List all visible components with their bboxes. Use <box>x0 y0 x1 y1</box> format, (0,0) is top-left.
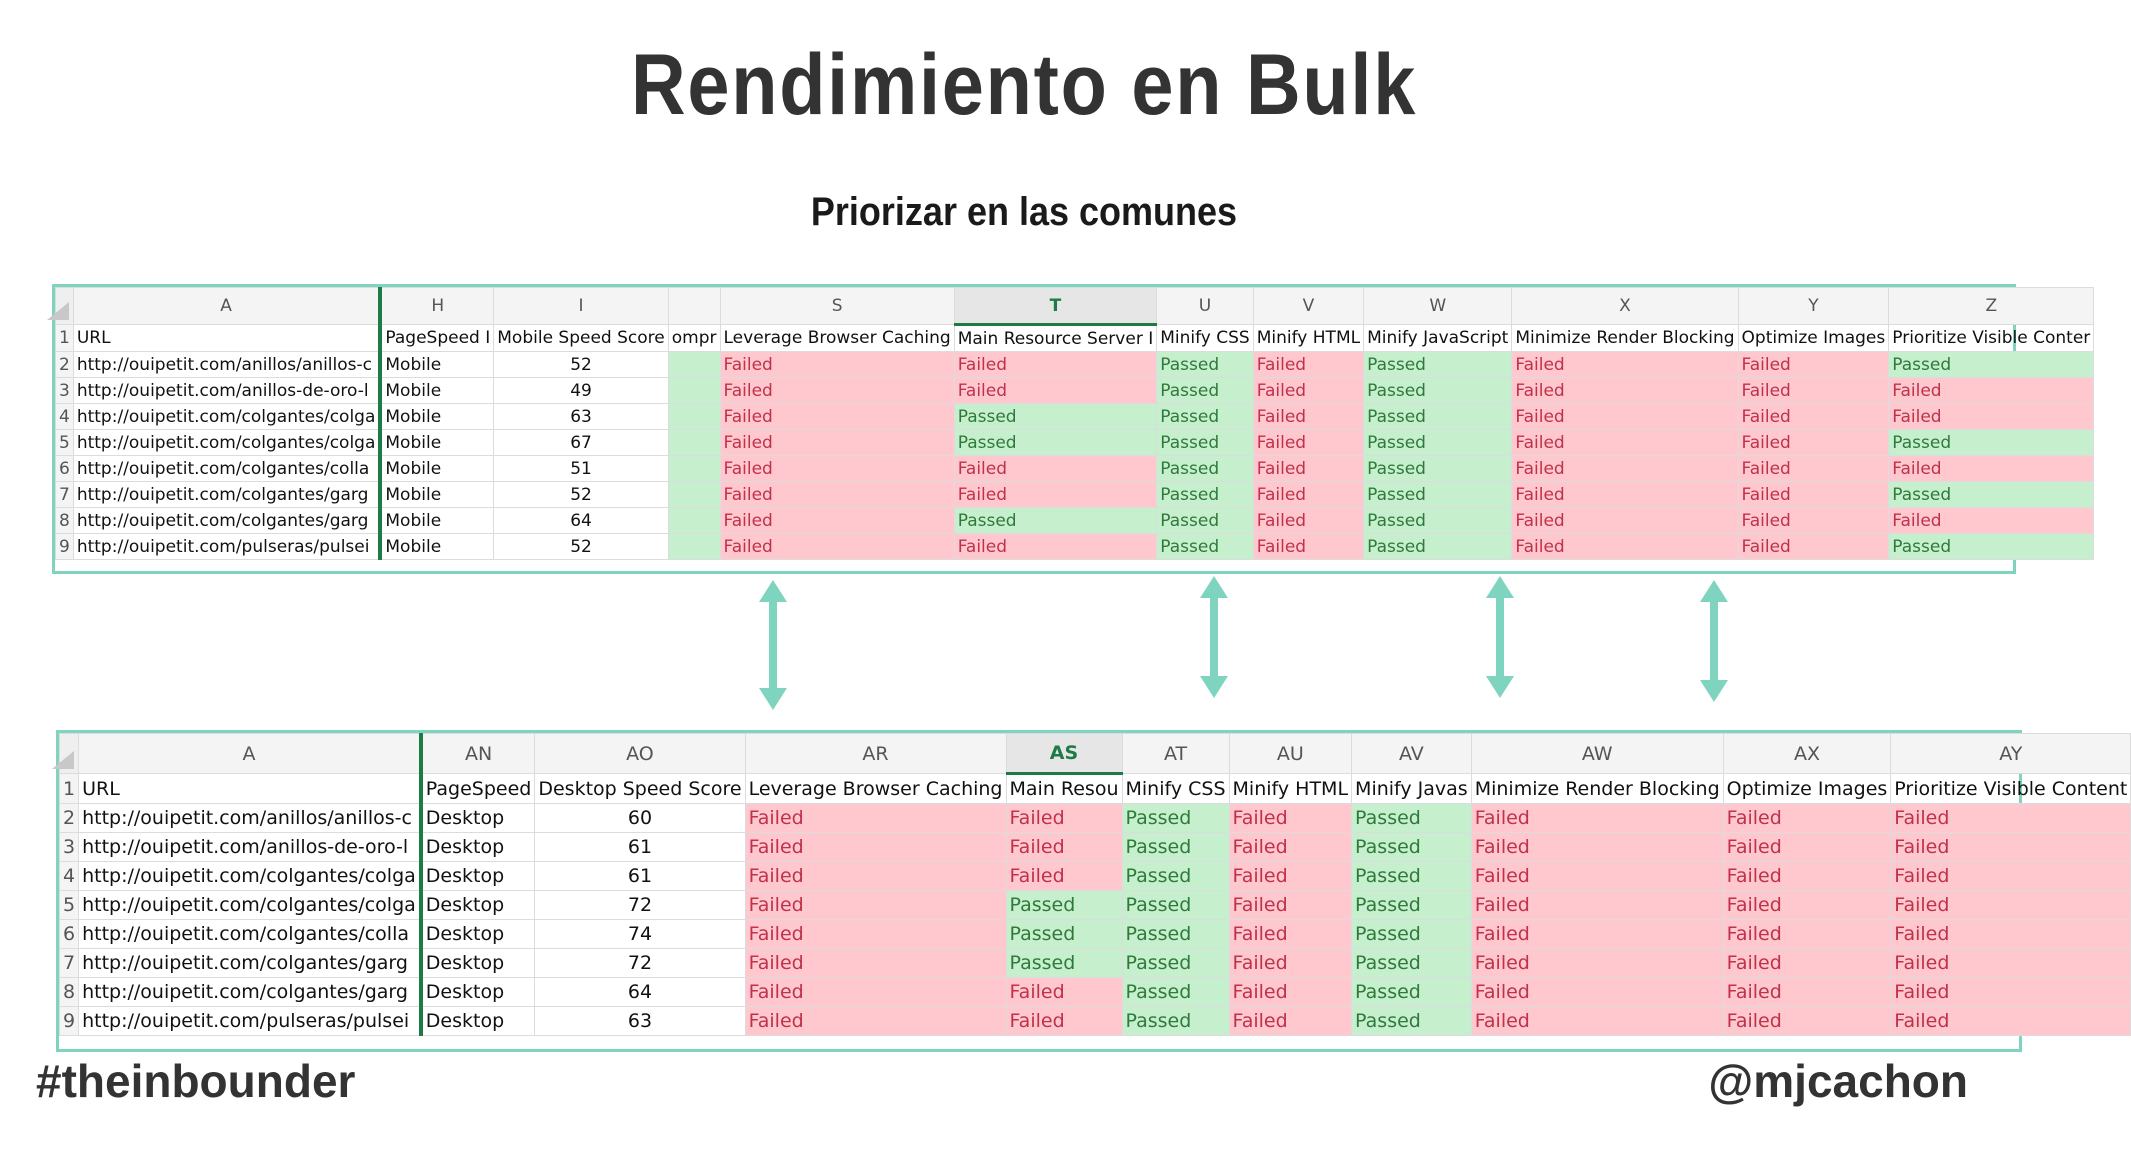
table-row <box>56 430 2094 456</box>
score-cell[interactable]: 64 <box>535 978 745 1007</box>
status-cell[interactable]: Failed <box>1006 862 1122 891</box>
status-cell[interactable]: Failed <box>1253 508 1363 534</box>
column-letter[interactable]: U <box>1157 288 1254 325</box>
header-cell[interactable]: Minify CSS <box>1122 774 1229 804</box>
status-cell[interactable]: Passed <box>1157 404 1254 430</box>
column-letter[interactable]: I <box>494 288 668 325</box>
status-cell[interactable]: Failed <box>1738 352 1889 378</box>
status-cell[interactable] <box>668 378 720 404</box>
header-cell[interactable]: Main Resou <box>1006 774 1122 804</box>
status-cell[interactable]: Passed <box>1889 482 2094 508</box>
url-cell[interactable]: http://ouipetit.com/colgantes/colga <box>79 891 421 920</box>
row-number[interactable]: 8 <box>56 508 74 534</box>
row-number[interactable]: 5 <box>60 891 79 920</box>
status-cell[interactable]: Failed <box>1723 920 1891 949</box>
status-cell[interactable]: Failed <box>1512 508 1738 534</box>
table-row <box>56 378 2094 404</box>
score-cell[interactable]: 51 <box>494 456 668 482</box>
status-cell[interactable]: Failed <box>745 1007 1006 1036</box>
status-cell[interactable]: Passed <box>1364 404 1512 430</box>
status-cell[interactable]: Failed <box>1891 833 2131 862</box>
score-cell[interactable]: 61 <box>535 833 745 862</box>
status-cell[interactable]: Passed <box>1006 891 1122 920</box>
status-cell[interactable]: Passed <box>954 430 1157 456</box>
status-cell[interactable] <box>668 456 720 482</box>
table-row <box>60 1007 2131 1036</box>
status-cell[interactable]: Failed <box>1889 404 2094 430</box>
header-row <box>56 325 2094 352</box>
status-cell[interactable]: Failed <box>1738 534 1889 560</box>
header-cell[interactable]: PageSpeed <box>421 774 535 804</box>
status-cell[interactable]: Failed <box>720 534 954 560</box>
header-cell[interactable]: Minify JavaScript <box>1364 325 1512 352</box>
status-cell[interactable]: Failed <box>954 378 1157 404</box>
status-cell[interactable]: Passed <box>1364 482 1512 508</box>
header-cell[interactable]: Desktop Speed Score <box>535 774 745 804</box>
status-cell[interactable]: Passed <box>1352 862 1472 891</box>
mobile-results-table <box>55 287 2094 560</box>
status-cell[interactable]: Passed <box>1364 508 1512 534</box>
url-cell[interactable]: http://ouipetit.com/colgantes/colla <box>79 920 421 949</box>
status-cell[interactable]: Passed <box>1122 978 1229 1007</box>
status-cell[interactable]: Failed <box>1512 404 1738 430</box>
status-cell[interactable]: Failed <box>745 891 1006 920</box>
status-cell[interactable]: Failed <box>1006 978 1122 1007</box>
score-cell[interactable]: 74 <box>535 920 745 949</box>
status-cell[interactable]: Passed <box>1122 920 1229 949</box>
select-all-corner[interactable] <box>60 734 79 774</box>
table-row <box>56 352 2094 378</box>
row-number[interactable]: 1 <box>56 325 74 352</box>
header-cell[interactable]: Optimize Images <box>1723 774 1891 804</box>
url-cell[interactable]: http://ouipetit.com/colgantes/colga <box>79 862 421 891</box>
status-cell[interactable]: Passed <box>954 404 1157 430</box>
status-cell[interactable]: Passed <box>1157 508 1254 534</box>
column-letter[interactable]: T <box>954 288 1157 325</box>
column-letter[interactable]: AV <box>1352 734 1472 774</box>
status-cell[interactable]: Failed <box>745 833 1006 862</box>
row-number[interactable]: 1 <box>60 774 79 804</box>
status-cell[interactable]: Failed <box>954 534 1157 560</box>
status-cell[interactable]: Failed <box>1229 804 1352 833</box>
column-letter[interactable]: AT <box>1122 734 1229 774</box>
status-cell[interactable]: Failed <box>1891 920 2131 949</box>
status-cell[interactable] <box>668 404 720 430</box>
status-cell[interactable]: Passed <box>1157 352 1254 378</box>
url-cell[interactable]: http://ouipetit.com/colgantes/colga <box>73 430 380 456</box>
status-cell[interactable]: Passed <box>1006 920 1122 949</box>
status-cell[interactable]: Passed <box>1157 534 1254 560</box>
mobile-results-sheet <box>52 284 2091 574</box>
status-cell[interactable]: Failed <box>1723 833 1891 862</box>
status-cell[interactable]: Failed <box>1723 862 1891 891</box>
score-cell[interactable]: 61 <box>535 862 745 891</box>
status-cell[interactable]: Failed <box>1253 430 1363 456</box>
status-cell[interactable]: Failed <box>1471 978 1723 1007</box>
table-row <box>56 534 2094 560</box>
status-cell[interactable]: Failed <box>1229 949 1352 978</box>
header-cell[interactable]: Minimize Render Blocking <box>1471 774 1723 804</box>
row-number[interactable]: 5 <box>56 430 74 456</box>
device-cell[interactable]: Mobile <box>380 430 493 456</box>
column-letter[interactable]: A <box>73 288 380 325</box>
device-cell[interactable]: Desktop <box>421 833 535 862</box>
double-arrow-icon <box>1199 576 1229 698</box>
header-cell[interactable]: ompr <box>668 325 720 352</box>
status-cell[interactable]: Failed <box>1471 862 1723 891</box>
score-cell[interactable]: 52 <box>494 534 668 560</box>
column-letter[interactable]: AX <box>1723 734 1891 774</box>
status-cell[interactable] <box>668 482 720 508</box>
header-cell[interactable]: PageSpeed I <box>380 325 493 352</box>
status-cell[interactable]: Failed <box>1891 891 2131 920</box>
column-letter[interactable]: AO <box>535 734 745 774</box>
status-cell[interactable]: Passed <box>1006 949 1122 978</box>
status-cell[interactable]: Passed <box>1122 1007 1229 1036</box>
status-cell[interactable]: Failed <box>1723 804 1891 833</box>
header-cell[interactable]: Prioritize Visible Content <box>1891 774 2131 804</box>
status-cell[interactable]: Failed <box>1738 378 1889 404</box>
status-cell[interactable]: Failed <box>1738 456 1889 482</box>
status-cell[interactable]: Passed <box>1122 949 1229 978</box>
score-cell[interactable]: 52 <box>494 482 668 508</box>
device-cell[interactable]: Desktop <box>421 891 535 920</box>
header-cell[interactable]: Leverage Browser Caching <box>720 325 954 352</box>
status-cell[interactable] <box>668 430 720 456</box>
status-cell[interactable]: Failed <box>1253 404 1363 430</box>
row-number[interactable]: 6 <box>60 920 79 949</box>
row-number[interactable]: 3 <box>56 378 74 404</box>
device-cell[interactable]: Desktop <box>421 1007 535 1036</box>
status-cell[interactable]: Failed <box>1512 430 1738 456</box>
column-letter[interactable]: Z <box>1889 288 2094 325</box>
status-cell[interactable]: Failed <box>954 352 1157 378</box>
status-cell[interactable]: Failed <box>745 949 1006 978</box>
header-cell[interactable]: Minify Javas <box>1352 774 1472 804</box>
status-cell[interactable]: Passed <box>1364 430 1512 456</box>
column-letter[interactable]: AS <box>1006 734 1122 774</box>
table-row <box>60 949 2131 978</box>
status-cell[interactable]: Passed <box>1352 804 1472 833</box>
header-cell[interactable]: Main Resource Server I <box>954 325 1157 352</box>
score-cell[interactable]: 60 <box>535 804 745 833</box>
status-cell[interactable]: Failed <box>1253 534 1363 560</box>
device-cell[interactable]: Desktop <box>421 862 535 891</box>
status-cell[interactable]: Failed <box>1471 833 1723 862</box>
status-cell[interactable]: Passed <box>1122 833 1229 862</box>
column-letter-row <box>60 734 2131 774</box>
status-cell[interactable]: Failed <box>954 456 1157 482</box>
author-handle: @mjcachon <box>1708 1055 1968 1107</box>
status-cell[interactable]: Failed <box>1471 804 1723 833</box>
url-cell[interactable]: http://ouipetit.com/anillos/anillos-c <box>73 352 380 378</box>
row-number[interactable]: 2 <box>60 804 79 833</box>
table-row <box>56 404 2094 430</box>
status-cell[interactable]: Passed <box>1352 949 1472 978</box>
slide-title: Rendimiento en Bulk <box>630 37 1418 133</box>
desktop-results-table <box>59 733 2131 1036</box>
status-cell[interactable]: Failed <box>1891 978 2131 1007</box>
status-cell[interactable]: Failed <box>1889 456 2094 482</box>
slide-subtitle: Priorizar en las comunes <box>810 190 1238 234</box>
select-all-corner[interactable] <box>56 288 74 325</box>
column-letter-row <box>56 288 2094 325</box>
table-row <box>56 482 2094 508</box>
status-cell[interactable]: Failed <box>1512 378 1738 404</box>
row-number[interactable]: 6 <box>56 456 74 482</box>
status-cell[interactable]: Failed <box>1006 804 1122 833</box>
status-cell[interactable]: Passed <box>1122 862 1229 891</box>
url-cell[interactable]: http://ouipetit.com/anillos/anillos-c <box>79 804 421 833</box>
status-cell[interactable]: Failed <box>1512 534 1738 560</box>
status-cell[interactable]: Passed <box>1157 456 1254 482</box>
status-cell[interactable]: Failed <box>1889 508 2094 534</box>
double-arrow-icon <box>758 580 788 710</box>
hashtag-label: #theinbounder <box>36 1055 356 1107</box>
table-row <box>60 920 2131 949</box>
header-cell[interactable]: Minify HTML <box>1253 325 1363 352</box>
status-cell[interactable]: Failed <box>745 920 1006 949</box>
status-cell[interactable]: Failed <box>720 482 954 508</box>
row-number[interactable]: 3 <box>60 833 79 862</box>
status-cell[interactable]: Passed <box>1352 1007 1472 1036</box>
table-row <box>56 508 2094 534</box>
status-cell[interactable]: Passed <box>1352 920 1472 949</box>
status-cell[interactable]: Failed <box>745 862 1006 891</box>
status-cell[interactable]: Failed <box>1229 1007 1352 1036</box>
column-letter[interactable] <box>668 288 720 325</box>
status-cell[interactable]: Failed <box>1738 508 1889 534</box>
table-row <box>60 833 2131 862</box>
desktop-results-sheet <box>56 730 2128 1052</box>
status-cell[interactable]: Passed <box>1352 891 1472 920</box>
status-cell[interactable]: Failed <box>1253 456 1363 482</box>
column-letter[interactable]: A <box>79 734 421 774</box>
device-cell[interactable]: Mobile <box>380 404 493 430</box>
status-cell[interactable]: Failed <box>1738 404 1889 430</box>
score-cell[interactable]: 63 <box>535 1007 745 1036</box>
header-cell[interactable]: Minimize Render Blocking <box>1512 325 1738 352</box>
url-cell[interactable]: http://ouipetit.com/colgantes/garg <box>79 949 421 978</box>
device-cell[interactable]: Mobile <box>380 508 493 534</box>
device-cell[interactable]: Desktop <box>421 949 535 978</box>
status-cell[interactable]: Failed <box>1253 482 1363 508</box>
url-cell[interactable]: http://ouipetit.com/colgantes/colga <box>73 404 380 430</box>
device-cell[interactable]: Desktop <box>421 920 535 949</box>
status-cell[interactable]: Failed <box>1229 891 1352 920</box>
url-cell[interactable]: http://ouipetit.com/pulseras/pulsei <box>79 1007 421 1036</box>
status-cell[interactable]: Failed <box>720 456 954 482</box>
status-cell[interactable]: Failed <box>1006 1007 1122 1036</box>
row-number[interactable]: 8 <box>60 978 79 1007</box>
status-cell[interactable]: Failed <box>1891 804 2131 833</box>
header-cell[interactable]: Minify CSS <box>1157 325 1254 352</box>
table-row <box>60 891 2131 920</box>
device-cell[interactable]: Mobile <box>380 456 493 482</box>
device-cell[interactable]: Desktop <box>421 978 535 1007</box>
header-cell[interactable]: URL <box>73 325 380 352</box>
status-cell[interactable]: Failed <box>1891 862 2131 891</box>
status-cell[interactable]: Failed <box>1229 920 1352 949</box>
column-letter[interactable]: AN <box>421 734 535 774</box>
url-cell[interactable]: http://ouipetit.com/pulseras/pulsei <box>73 534 380 560</box>
status-cell[interactable]: Failed <box>745 978 1006 1007</box>
status-cell[interactable]: Failed <box>1253 352 1363 378</box>
status-cell[interactable]: Failed <box>1738 430 1889 456</box>
status-cell[interactable]: Failed <box>1229 833 1352 862</box>
status-cell[interactable]: Failed <box>1229 978 1352 1007</box>
status-cell[interactable]: Passed <box>1352 978 1472 1007</box>
row-number[interactable]: 7 <box>60 949 79 978</box>
status-cell[interactable]: Failed <box>954 482 1157 508</box>
score-cell[interactable]: 49 <box>494 378 668 404</box>
status-cell[interactable]: Failed <box>1471 1007 1723 1036</box>
status-cell[interactable]: Passed <box>1157 482 1254 508</box>
url-cell[interactable]: http://ouipetit.com/anillos-de-oro-l <box>73 378 380 404</box>
status-cell[interactable]: Passed <box>954 508 1157 534</box>
double-arrow-icon <box>1699 580 1729 702</box>
header-row <box>60 774 2131 804</box>
status-cell[interactable]: Failed <box>1471 920 1723 949</box>
status-cell[interactable]: Failed <box>1471 891 1723 920</box>
column-letter[interactable]: H <box>380 288 493 325</box>
row-number[interactable]: 9 <box>60 1007 79 1036</box>
status-cell[interactable]: Passed <box>1889 534 2094 560</box>
device-cell[interactable]: Mobile <box>380 352 493 378</box>
column-letter[interactable]: AU <box>1229 734 1352 774</box>
device-cell[interactable]: Mobile <box>380 482 493 508</box>
header-cell[interactable]: Prioritize Visible Conter <box>1889 325 2094 352</box>
table-row <box>56 456 2094 482</box>
status-cell[interactable]: Failed <box>1253 378 1363 404</box>
status-cell[interactable]: Failed <box>720 404 954 430</box>
status-cell[interactable]: Passed <box>1122 804 1229 833</box>
url-cell[interactable]: http://ouipetit.com/colgantes/colla <box>73 456 380 482</box>
score-cell[interactable]: 63 <box>494 404 668 430</box>
header-cell[interactable]: URL <box>79 774 421 804</box>
status-cell[interactable]: Failed <box>1891 1007 2131 1036</box>
column-letter[interactable]: AR <box>745 734 1006 774</box>
status-cell[interactable]: Passed <box>1157 378 1254 404</box>
header-cell[interactable]: Leverage Browser Caching <box>745 774 1006 804</box>
score-cell[interactable]: 64 <box>494 508 668 534</box>
status-cell[interactable]: Failed <box>1723 949 1891 978</box>
status-cell[interactable] <box>668 508 720 534</box>
column-letter[interactable]: S <box>720 288 954 325</box>
url-cell[interactable]: http://ouipetit.com/colgantes/garg <box>73 508 380 534</box>
status-cell[interactable]: Failed <box>720 378 954 404</box>
status-cell[interactable]: Passed <box>1364 378 1512 404</box>
row-number[interactable]: 7 <box>56 482 74 508</box>
score-cell[interactable]: 67 <box>494 430 668 456</box>
score-cell[interactable]: 72 <box>535 949 745 978</box>
status-cell[interactable]: Failed <box>1891 949 2131 978</box>
status-cell[interactable]: Passed <box>1364 352 1512 378</box>
column-letter[interactable]: AW <box>1471 734 1723 774</box>
header-cell[interactable]: Mobile Speed Score <box>494 325 668 352</box>
status-cell[interactable]: Failed <box>1723 978 1891 1007</box>
status-cell[interactable]: Passed <box>1889 430 2094 456</box>
status-cell[interactable]: Failed <box>1723 891 1891 920</box>
score-cell[interactable]: 72 <box>535 891 745 920</box>
table-row <box>60 804 2131 833</box>
url-cell[interactable]: http://ouipetit.com/colgantes/garg <box>79 978 421 1007</box>
column-letter[interactable]: Y <box>1738 288 1889 325</box>
url-cell[interactable]: http://ouipetit.com/anillos-de-oro-l <box>79 833 421 862</box>
status-cell[interactable]: Failed <box>1738 482 1889 508</box>
status-cell[interactable]: Failed <box>1471 949 1723 978</box>
row-number[interactable]: 4 <box>60 862 79 891</box>
status-cell[interactable]: Passed <box>1157 430 1254 456</box>
double-arrow-icon <box>1485 576 1515 698</box>
table-row <box>60 862 2131 891</box>
status-cell[interactable]: Failed <box>1512 352 1738 378</box>
status-cell[interactable]: Failed <box>745 804 1006 833</box>
column-letter[interactable]: X <box>1512 288 1738 325</box>
status-cell[interactable]: Failed <box>720 508 954 534</box>
row-number[interactable]: 4 <box>56 404 74 430</box>
table-row <box>60 978 2131 1007</box>
status-cell[interactable]: Failed <box>1889 378 2094 404</box>
status-cell[interactable] <box>668 534 720 560</box>
url-cell[interactable]: http://ouipetit.com/colgantes/garg <box>73 482 380 508</box>
row-number[interactable]: 9 <box>56 534 74 560</box>
status-cell[interactable]: Passed <box>1364 456 1512 482</box>
column-letter[interactable]: AY <box>1891 734 2131 774</box>
header-cell[interactable]: Minify HTML <box>1229 774 1352 804</box>
status-cell[interactable]: Passed <box>1364 534 1512 560</box>
column-letter[interactable]: W <box>1364 288 1512 325</box>
status-cell[interactable]: Passed <box>1889 352 2094 378</box>
status-cell[interactable]: Failed <box>1723 1007 1891 1036</box>
status-cell[interactable]: Failed <box>1229 862 1352 891</box>
column-letter[interactable]: V <box>1253 288 1363 325</box>
row-number[interactable]: 2 <box>56 352 74 378</box>
device-cell[interactable]: Mobile <box>380 378 493 404</box>
status-cell[interactable]: Failed <box>720 352 954 378</box>
device-cell[interactable]: Mobile <box>380 534 493 560</box>
status-cell[interactable]: Failed <box>1512 482 1738 508</box>
status-cell[interactable]: Passed <box>1352 833 1472 862</box>
status-cell[interactable]: Failed <box>1006 833 1122 862</box>
device-cell[interactable]: Desktop <box>421 804 535 833</box>
header-cell[interactable]: Optimize Images <box>1738 325 1889 352</box>
status-cell[interactable]: Failed <box>1512 456 1738 482</box>
score-cell[interactable]: 52 <box>494 352 668 378</box>
status-cell[interactable]: Failed <box>720 430 954 456</box>
status-cell[interactable] <box>668 352 720 378</box>
status-cell[interactable]: Passed <box>1122 891 1229 920</box>
